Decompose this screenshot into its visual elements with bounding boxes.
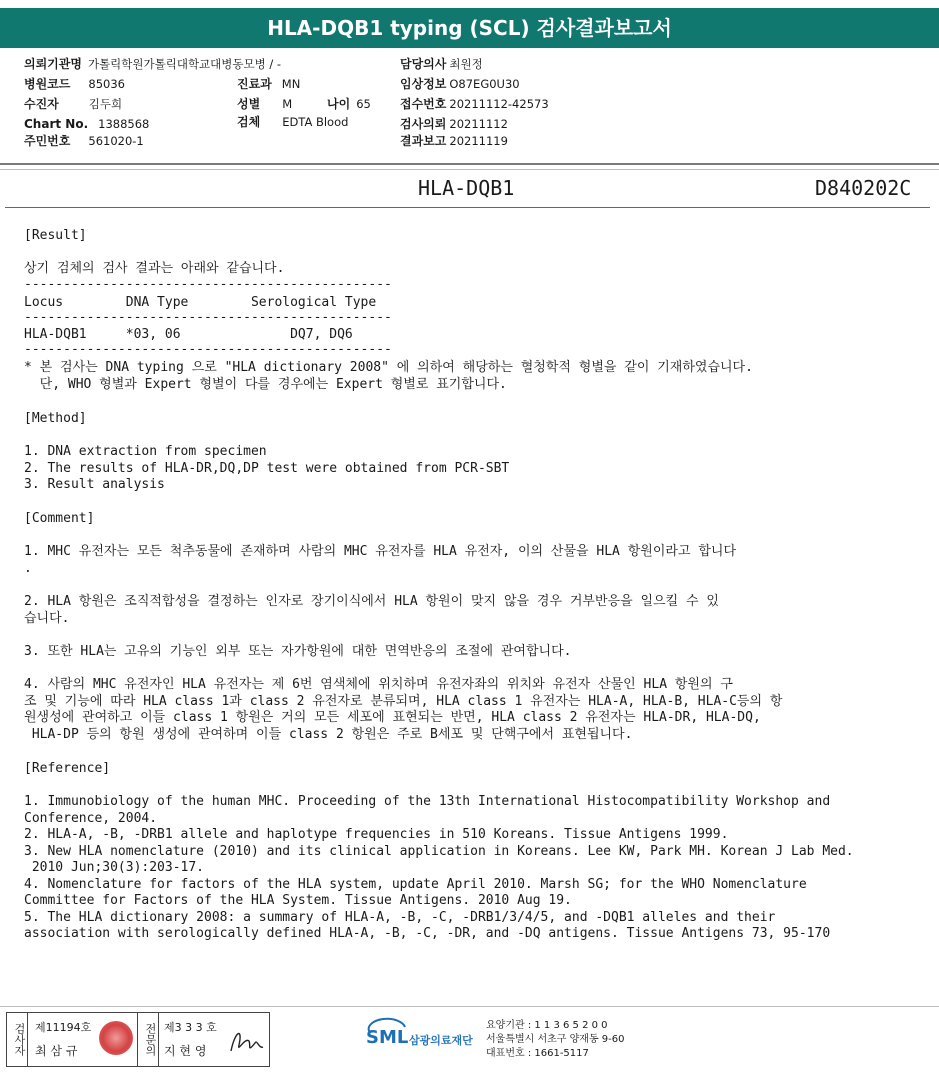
- footer-line: 요양기관 : 1 1 3 6 5 2 0 0: [486, 1020, 608, 1031]
- field-value: EDTA Blood: [282, 115, 349, 129]
- field-value: 561020-1: [88, 134, 144, 148]
- header-field: [24, 116, 149, 132]
- examiner-label-cell: [7, 1013, 28, 1066]
- header-divider: [0, 163, 939, 165]
- table-dash-line: -----------------------------------------------: [24, 310, 392, 325]
- method-heading: [Method]: [24, 411, 87, 426]
- header-field: [237, 76, 300, 92]
- header-field: [400, 116, 508, 132]
- field-label: 접수번호: [400, 97, 447, 111]
- header-field: [400, 76, 520, 92]
- field-label: 성별: [237, 97, 261, 111]
- header-field: [237, 114, 348, 130]
- result-heading: [Result]: [24, 228, 87, 243]
- org-name: 삼광의료재단: [409, 1034, 473, 1047]
- field-label: 결과보고: [400, 134, 447, 148]
- examiner-label: 검사자: [13, 1023, 26, 1056]
- header-field: [24, 76, 125, 92]
- table-dash-line: -----------------------------------------------: [24, 342, 392, 357]
- header-field: [24, 96, 122, 112]
- table-dash-line: -----------------------------------------------: [24, 277, 392, 292]
- sml-logo-text: SML: [366, 1027, 409, 1048]
- field-label: Chart No.: [24, 117, 89, 131]
- confirmer-label-cell: [137, 1013, 159, 1066]
- reference-heading: [Reference]: [24, 761, 111, 776]
- header-field: [400, 133, 508, 149]
- examiner-license: 제11194호: [35, 1021, 92, 1034]
- field-label: 검사의뢰: [400, 117, 447, 131]
- field-value: 20211112: [449, 117, 508, 131]
- field-value: 20211112-42573: [449, 97, 549, 111]
- field-label: 주민번호: [24, 134, 71, 148]
- reference-list: 1. Immunobiology of the human MHC. Proceeding of the 13th International Histocompatibility Workshop and Conference, 2004. 2. HLA-A, -B, -DRB1 allele and haplotype frequencies in 510 Koreans. Tissue Antigens 1999. 3. New HLA nomenclature (2010) and its clinical application in Koreans. Lee KW, Park MH. Korean J Lab Med. 2010 Jun;30(3):203-17. 4. Nomenclature for factors of the HLA system, update April 2010. Marsh SG; for the WHO Nomenclature Committee for Factors of the HLA System. Tissue Antigens. 2010 Aug 19. 5. The HLA dictionary 2008: a summary of HLA-A, -B, -C, -DRB1/3/4/5, and -DQB1 alleles and their association with serologically defined HLA-A, -B, -C, -DR, and -DQ antigens. Tissue Antigens 73, 95-170: [24, 794, 854, 941]
- field-value: 가톨릭학원가톨릭대학교대병동모병 / -: [87, 57, 282, 71]
- field-label: 검체: [237, 115, 261, 129]
- field-value: 20211119: [449, 134, 508, 148]
- field-label: 병원코드: [24, 77, 71, 91]
- field-label: 진료과: [237, 77, 272, 91]
- header-field: [24, 133, 144, 149]
- table-row: HLA-DQB1 *03, 06 DQ7, DQ6: [24, 327, 353, 342]
- field-label: 의뢰기관명: [24, 57, 82, 71]
- method-steps: 1. DNA extraction from specimen 2. The results of HLA-DR,DQ,DP test were obtained from PCR-SBT 3. Result analysis: [24, 444, 510, 492]
- header-field: [237, 96, 292, 112]
- test-code: D840202C: [815, 176, 912, 200]
- examiner-stamp-box: [6, 1012, 270, 1067]
- field-value: 1388568: [98, 117, 150, 131]
- footer-line: 서울특별시 서초구 양재동 9-60: [486, 1034, 625, 1045]
- field-label: 임상정보: [400, 77, 447, 91]
- field-value: 김두희: [88, 97, 123, 111]
- examiner-name: 최 삼 규: [35, 1044, 78, 1058]
- field-label: 수진자: [24, 97, 59, 111]
- header-field: [327, 96, 371, 112]
- confirmer-name: 지 현 영: [164, 1044, 207, 1058]
- signature-icon: [225, 1023, 265, 1059]
- field-value: 최원정: [449, 57, 483, 71]
- field-label: 나이: [327, 97, 351, 111]
- header-field: [400, 56, 483, 72]
- test-name: HLA-DQB1: [418, 176, 515, 200]
- header-divider-thin: [0, 169, 939, 170]
- footer-divider: [0, 1006, 939, 1007]
- field-value: O87EG0U30: [449, 77, 520, 91]
- comment-item: 1. MHC 유전자는 모든 척추동물에 존재하며 사람의 MHC 유전자를 HLA 유전자, 이의 산물을 HLA 항원이라고 합니다 .: [24, 544, 737, 576]
- footer-info: [486, 1019, 625, 1061]
- header-field: [400, 96, 549, 112]
- table-header: Locus DNA Type Serological Type: [24, 295, 377, 310]
- field-value: 85036: [88, 77, 125, 91]
- test-divider: [5, 207, 930, 208]
- report-title: HLA-DQB1 typing (SCL) 검사결과보고서: [0, 8, 939, 48]
- field-value: 65: [356, 97, 371, 111]
- field-value: M: [282, 97, 293, 111]
- comment-heading: [Comment]: [24, 511, 95, 526]
- header-field: [24, 56, 281, 72]
- result-note: * 본 검사는 DNA typing 으로 "HLA dictionary 2008" 에 의하여 해당하는 혈청학적 형별을 같이 기재하였습니다. 단, WHO 형별과 Expert 형별이 다를 경우에는 Expert 형별로 표기합니다.: [24, 360, 753, 392]
- confirmer-license: 제3 3 3 호: [164, 1021, 217, 1034]
- field-label: 담당의사: [400, 57, 447, 71]
- comment-item: 2. HLA 항원은 조직적합성을 결정하는 인자로 장기이식에서 HLA 항원이 맞지 않을 경우 거부반응을 일으킬 수 있 습니다.: [24, 594, 719, 626]
- comment-item: 3. 또한 HLA는 고유의 기능인 외부 또는 자가항원에 대한 면역반응의 조절에 관여합니다.: [24, 644, 572, 659]
- footer-line: 대표번호 : 1661-5117: [486, 1048, 589, 1059]
- seal-stamp: [99, 1021, 133, 1055]
- confirmer-label: 전문의: [144, 1023, 157, 1056]
- comment-item: 4. 사람의 MHC 유전자인 HLA 유전자는 제 6번 염색체에 위치하며 유전자좌의 위치와 유전자 산물인 HLA 항원의 구 조 및 기능에 따라 HLA class 1과 class 2 유전자로 분류되며, HLA class 1 유전자는 HLA-A, HLA-B, HLA-C등의 항 원생성에 관여하고 이들 class 1 항원은 거의 모든 세포에 표현되는 반면, HLA class 2 유전자는 HLA-DR, HLA-DQ, HLA-DP 등의 항원 생성에 관여하며 이들 class 2 항원은 주로 B세포 및 단핵구에서 표현됩니다.: [24, 677, 783, 742]
- result-intro: 상기 검체의 검사 결과는 아래와 같습니다.: [24, 261, 285, 276]
- field-value: MN: [281, 77, 301, 91]
